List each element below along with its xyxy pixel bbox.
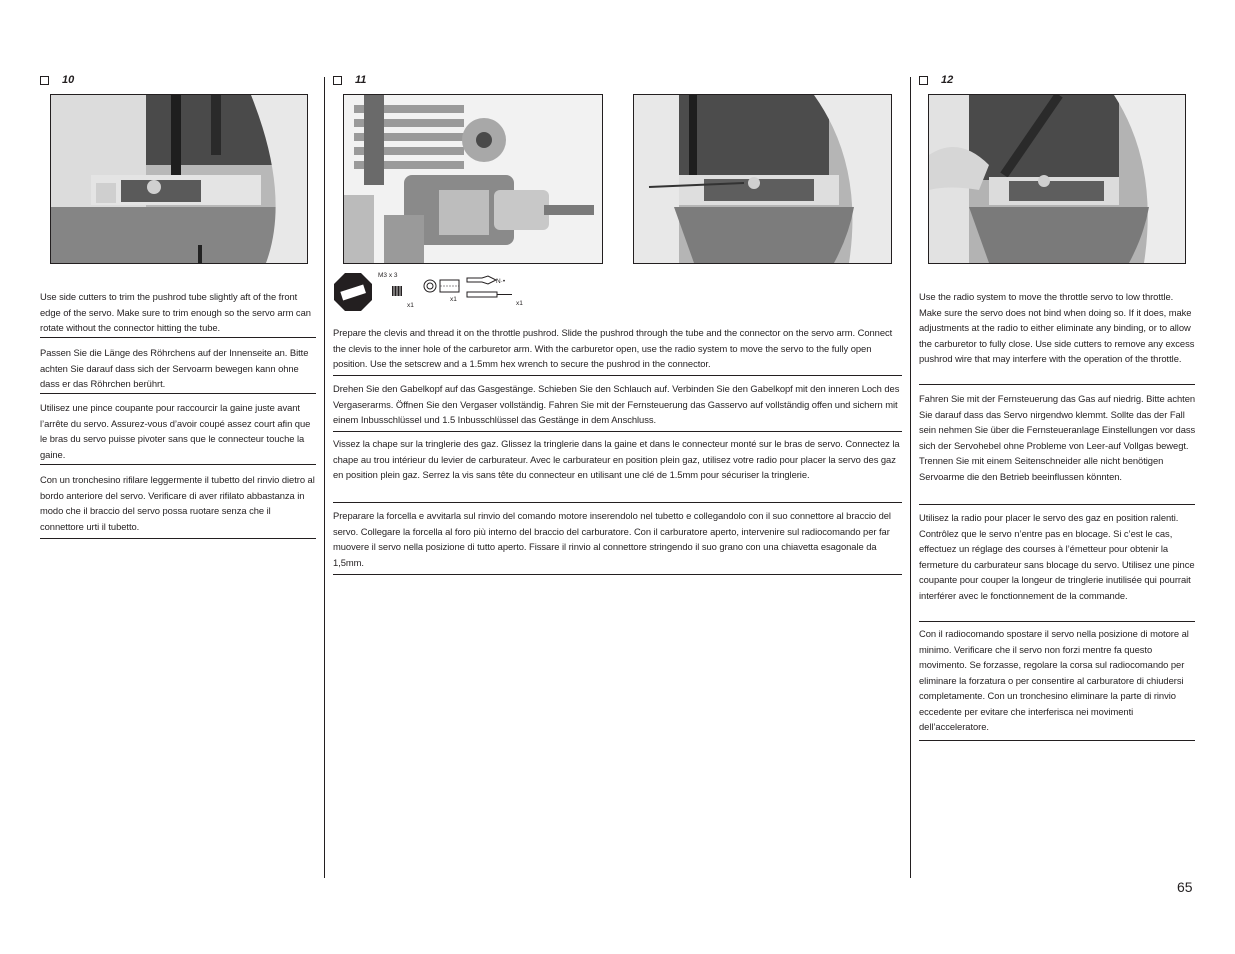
divider (333, 574, 902, 575)
divider (919, 504, 1195, 505)
step-10-text-de: Passen Sie die Länge des Röhrchens auf der Innenseite an. Bitte achten Sie darauf dass sich der Servoarm bewegen kann ohne dass er das Röhrchen berührt. (40, 347, 309, 389)
divider (333, 431, 902, 432)
step-12-number: 12 (941, 74, 954, 86)
step-10-photo (50, 94, 308, 264)
divider (333, 375, 902, 376)
column-divider-2 (910, 77, 911, 878)
clevis-qty: x1 (516, 300, 523, 307)
step-10-text-fr: Utilisez une pince coupante pour raccourcir la gaine juste avant l’arrête du servo. Assurez-vous d’avoir coupé assez court afin que le bras du servo puisse pivoter sans que le connecteur touche la gaine. (40, 402, 311, 460)
connector-icon (423, 276, 461, 296)
step-12-photo (928, 94, 1186, 264)
screw-size-label: M3 x 3 (378, 272, 398, 279)
divider (40, 337, 316, 338)
divider (40, 393, 316, 394)
no-fuel-stop-icon (333, 272, 373, 312)
step-11-number: 11 (355, 74, 367, 86)
connector-qty: x1 (450, 296, 457, 303)
divider (333, 502, 902, 503)
step-10-header (40, 74, 74, 86)
connector-label: N·• (496, 278, 506, 285)
step-12-text-it: Con il radiocomando spostare il servo nella posizione di motore al minimo. Verificare che il servo non forzi mentre fa questo movimento. Se forzasse, regolare la corsa sul radiocomando per eliminare la forzatura o per consentire al carburatore di chiudersi completamente. Con un tronchesino eliminare la parte di rinvio eccedente per evitare che interferisca nei movimenti dell’acceleratore. (919, 628, 1189, 732)
step-12-text-en: Use the radio system to move the throttle servo to low throttle. Make sure the servo does not bind when doing so. If it does, make adjustments at the radio to either eliminate any binding, or to allow the carburetor to fully close. Use side cutters to remove any excess pushrod wire that may interfere with the operation of the throttle. (919, 291, 1195, 364)
column-divider-1 (324, 77, 325, 878)
setscrew-icon (391, 285, 403, 297)
step-11-text-it: Preparare la forcella e avvitarla sul rinvio del comando motore inserendolo nel tubetto e collegandolo con il suo connettore al braccio del servo. Collegare la forcella al foro più interno del braccio del carburatore. Con il carburatore aperto, intervenire sul radiocomando per far muovere il servo nella posizione di tutto aperto. Fissare il rinvio al connettore stringendo il suo grano con una chiavetta esagonale da 1,5mm. (333, 510, 891, 568)
step-11-servo-photo (633, 94, 892, 264)
step-12-checkbox[interactable] (919, 76, 928, 85)
step-10-text-en: Use side cutters to trim the pushrod tube slightly aft of the front edge of the servo. Make sure to trim enough so the servo arm can rotate without the connector hitting the tube. (40, 291, 311, 333)
divider (919, 621, 1195, 622)
step-11-checkbox[interactable] (333, 76, 342, 85)
hardware-strip (333, 270, 533, 315)
step-11-engine-photo (343, 94, 603, 264)
divider (40, 538, 316, 539)
clevis-icon (466, 274, 514, 302)
page-number: 65 (1177, 879, 1193, 895)
setscrew-qty: x1 (407, 302, 414, 309)
step-11-header (333, 74, 366, 86)
step-11-text-fr: Vissez la chape sur la tringlerie des gaz. Glissez la tringlerie dans la gaine et dans le connecteur monté sur le bras de servo. Connectez la chape au trou intérieur du levier de carburateur. Avec le carburateur en position plein gaz, utilisez votre radio pour placer la servo des gaz en position plein gaz. Serrez la vis sans tête du connecteur en utilisant une clé de 1.5mm pour sécuriser la tringlerie. (333, 438, 900, 480)
divider (919, 740, 1195, 741)
step-11-text-en: Prepare the clevis and thread it on the throttle pushrod. Slide the pushrod through the tube and the connector on the servo arm. Connect the clevis to the inner hole of the carburetor arm. With the carburetor open, use the radio system to move the servo to the fully open position. Use the setscrew and a 1.5mm hex wrench to secure the pushrod in the connector. (333, 327, 893, 369)
divider (919, 384, 1195, 385)
step-10-checkbox[interactable] (40, 76, 49, 85)
step-10-number: 10 (62, 74, 75, 86)
step-12-text-de: Fahren Sie mit der Fernsteuerung das Gas auf niedrig. Bitte achten Sie darauf dass das Servo nirgendwo klemmt. Sollte das der Fall sein nehmen Sie über die Fernsteueranlage Einstellungen vor dass sich der Servohebel ohne Probleme von Leer-auf Vollgas bewegt. Trennen Sie mit einem Seitenschneider alle nicht benötigen Servoarme die den Betrieb beeinflussen könnten. (919, 393, 1196, 482)
step-12-text-fr: Utilisez la radio pour placer le servo des gaz en position ralenti. Contrôlez que le servo n’entre pas en blocage. Si c’est le cas, effectuez un réglage des courses à l’émetteur pour obtenir la fermeture du carburateur sans blocage du servo. Utilisez une pince coupante pour couper la longeur de tringlerie inutilisée qui pourrait interférer avec le fonctionnement de la commande. (919, 512, 1195, 601)
step-12-header (919, 74, 953, 86)
step-10-text-it: Con un tronchesino rifilare leggermente il tubetto del rinvio dietro al bordo anteriore del servo. Verificare di aver rifilato abbastanza in modo che il braccio del servo possa ruotare senza che il connettore urti il tubetto. (40, 474, 315, 532)
step-11-text-de: Drehen Sie den Gabelkopf auf das Gasgestänge. Schieben Sie den Schlauch auf. Verbinden Sie den Gabelkopf mit den inneren Loch des Vergaserarms. Öffnen Sie den Vergaser vollständig. Fahren Sie mit der Fernsteuerung das Gasservo auf vollständig offen und sichern mit einem Inbusschlüssel und 1.5 Inbusschlüssel das Gestänge in dem Anschluss. (333, 383, 900, 425)
divider (40, 464, 316, 465)
